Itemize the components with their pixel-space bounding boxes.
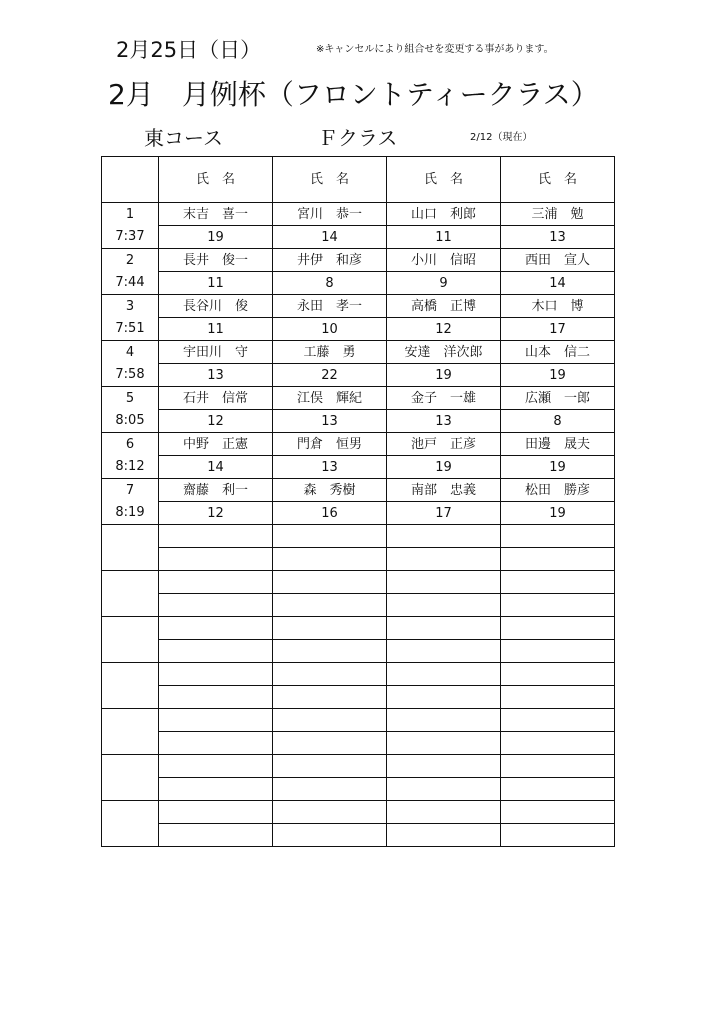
name-column-header: 氏 名: [501, 157, 615, 203]
player-handicap: 13: [159, 364, 273, 387]
player-name: 南部 忠義: [387, 479, 501, 502]
player-name: 工藤 勇: [273, 341, 387, 364]
group-name-row: [102, 203, 615, 226]
player-handicap: 12: [387, 318, 501, 341]
player-name: [501, 663, 615, 686]
group-handicap-row: [102, 456, 615, 479]
group-handicap-row: [102, 732, 615, 755]
slot-header: [102, 157, 159, 203]
group-number: 6: [102, 433, 159, 456]
empty-slot: [102, 525, 159, 571]
group-name-row: [102, 249, 615, 272]
player-name: 井伊 和彦: [273, 249, 387, 272]
empty-slot: [102, 801, 159, 847]
player-handicap: 9: [387, 272, 501, 295]
player-name: 山口 利郎: [387, 203, 501, 226]
player-handicap: 10: [273, 318, 387, 341]
player-name: 長谷川 俊: [159, 295, 273, 318]
player-handicap: 13: [273, 456, 387, 479]
player-name: 木口 博: [501, 295, 615, 318]
group-name-row: [102, 433, 615, 456]
group-number: 5: [102, 387, 159, 410]
player-handicap: 8: [273, 272, 387, 295]
player-handicap: 17: [501, 318, 615, 341]
player-name: 西田 宣人: [501, 249, 615, 272]
page-title: 2月 月例杯（フロントティークラス）: [108, 78, 599, 111]
player-handicap: [387, 548, 501, 571]
player-handicap: 13: [501, 226, 615, 249]
player-name: 石井 信常: [159, 387, 273, 410]
player-handicap: [387, 594, 501, 617]
player-name: 門倉 恒男: [273, 433, 387, 456]
player-name: 長井 俊一: [159, 249, 273, 272]
player-name: 齋藤 利一: [159, 479, 273, 502]
player-name: [273, 755, 387, 778]
group-number: 7: [102, 479, 159, 502]
pairing-table: [101, 156, 615, 847]
player-handicap: 19: [387, 456, 501, 479]
group-name-row: [102, 295, 615, 318]
player-handicap: 19: [159, 226, 273, 249]
player-handicap: [387, 640, 501, 663]
group-name-row: [102, 755, 615, 778]
group-number: 1: [102, 203, 159, 226]
player-handicap: [501, 640, 615, 663]
player-name: [387, 801, 501, 824]
player-handicap: [501, 732, 615, 755]
group-handicap-row: [102, 686, 615, 709]
player-handicap: 17: [387, 502, 501, 525]
tee-time: 7:51: [102, 318, 159, 341]
group-handicap-row: [102, 410, 615, 433]
class-label: Ｆクラス: [318, 126, 398, 150]
group-handicap-row: [102, 364, 615, 387]
player-name: [501, 571, 615, 594]
player-name: [273, 663, 387, 686]
group-number: 3: [102, 295, 159, 318]
player-handicap: 11: [159, 272, 273, 295]
player-handicap: [501, 594, 615, 617]
player-name: [501, 709, 615, 732]
empty-slot: [102, 571, 159, 617]
player-handicap: 11: [387, 226, 501, 249]
player-name: [387, 525, 501, 548]
player-name: [159, 663, 273, 686]
player-handicap: [273, 686, 387, 709]
event-date: 2月25日（日）: [116, 38, 262, 62]
name-column-header: 氏 名: [159, 157, 273, 203]
player-handicap: [159, 778, 273, 801]
player-handicap: [159, 732, 273, 755]
player-name: [159, 755, 273, 778]
group-handicap-row: [102, 778, 615, 801]
player-handicap: [387, 824, 501, 847]
player-name: [273, 709, 387, 732]
player-handicap: 16: [273, 502, 387, 525]
player-name: [159, 525, 273, 548]
tee-time: 8:19: [102, 502, 159, 525]
group-handicap-row: [102, 226, 615, 249]
group-name-row: [102, 387, 615, 410]
player-handicap: 14: [273, 226, 387, 249]
group-handicap-row: [102, 594, 615, 617]
empty-slot: [102, 617, 159, 663]
player-handicap: 14: [159, 456, 273, 479]
player-handicap: 12: [159, 502, 273, 525]
player-handicap: [273, 778, 387, 801]
player-handicap: 12: [159, 410, 273, 433]
player-name: [273, 801, 387, 824]
player-name: [501, 525, 615, 548]
group-name-row: [102, 709, 615, 732]
player-handicap: [501, 686, 615, 709]
player-name: [387, 617, 501, 640]
player-handicap: [159, 686, 273, 709]
player-name: 金子 一雄: [387, 387, 501, 410]
player-handicap: [159, 594, 273, 617]
player-handicap: [501, 824, 615, 847]
player-name: [501, 755, 615, 778]
player-name: 池戸 正彦: [387, 433, 501, 456]
tee-time: 8:12: [102, 456, 159, 479]
group-name-row: [102, 801, 615, 824]
player-name: [159, 571, 273, 594]
player-handicap: [501, 778, 615, 801]
group-handicap-row: [102, 502, 615, 525]
player-name: [273, 571, 387, 594]
player-handicap: [159, 640, 273, 663]
player-handicap: 11: [159, 318, 273, 341]
group-number: 2: [102, 249, 159, 272]
player-name: 森 秀樹: [273, 479, 387, 502]
player-handicap: [501, 548, 615, 571]
group-name-row: [102, 663, 615, 686]
course-label: 東コース: [144, 126, 223, 150]
group-name-row: [102, 341, 615, 364]
tee-time: 7:37: [102, 226, 159, 249]
player-handicap: 13: [273, 410, 387, 433]
player-handicap: 19: [501, 502, 615, 525]
group-name-row: [102, 571, 615, 594]
name-column-header: 氏 名: [273, 157, 387, 203]
player-name: [159, 617, 273, 640]
player-handicap: 8: [501, 410, 615, 433]
empty-slot: [102, 755, 159, 801]
group-handicap-row: [102, 640, 615, 663]
player-handicap: 22: [273, 364, 387, 387]
player-handicap: [273, 824, 387, 847]
empty-slot: [102, 709, 159, 755]
group-name-row: [102, 617, 615, 640]
player-name: 宮川 恭一: [273, 203, 387, 226]
player-name: 末吉 喜一: [159, 203, 273, 226]
player-name: 永田 孝一: [273, 295, 387, 318]
player-name: 三浦 勉: [501, 203, 615, 226]
player-name: [387, 709, 501, 732]
player-name: 安達 洋次郎: [387, 341, 501, 364]
player-name: 宇田川 守: [159, 341, 273, 364]
player-handicap: [387, 732, 501, 755]
player-handicap: [273, 594, 387, 617]
player-name: 中野 正憲: [159, 433, 273, 456]
player-name: 小川 信昭: [387, 249, 501, 272]
tee-time: 7:44: [102, 272, 159, 295]
player-name: 山本 信二: [501, 341, 615, 364]
group-handicap-row: [102, 824, 615, 847]
group-handicap-row: [102, 272, 615, 295]
header-row: [102, 157, 615, 203]
player-name: [387, 571, 501, 594]
player-handicap: [387, 778, 501, 801]
group-name-row: [102, 525, 615, 548]
player-name: 江俣 輝紀: [273, 387, 387, 410]
name-column-header: 氏 名: [387, 157, 501, 203]
group-name-row: [102, 479, 615, 502]
player-name: [159, 709, 273, 732]
player-name: [387, 663, 501, 686]
as-of-label: 2/12（現在）: [470, 132, 533, 143]
player-name: [387, 755, 501, 778]
tee-time: 7:58: [102, 364, 159, 387]
player-name: [501, 801, 615, 824]
player-name: [273, 617, 387, 640]
player-handicap: [273, 548, 387, 571]
tee-time: 8:05: [102, 410, 159, 433]
player-handicap: 14: [501, 272, 615, 295]
group-handicap-row: [102, 548, 615, 571]
player-handicap: [387, 686, 501, 709]
player-name: [159, 801, 273, 824]
player-handicap: 13: [387, 410, 501, 433]
player-name: 田邊 晟夫: [501, 433, 615, 456]
player-name: [501, 617, 615, 640]
cancellation-note: ※キャンセルにより組合せを変更する事があります。: [316, 44, 554, 55]
player-name: 広瀬 一郎: [501, 387, 615, 410]
player-name: 高橋 正博: [387, 295, 501, 318]
player-handicap: [159, 824, 273, 847]
player-handicap: 19: [387, 364, 501, 387]
group-number: 4: [102, 341, 159, 364]
player-handicap: [273, 732, 387, 755]
player-handicap: 19: [501, 456, 615, 479]
empty-slot: [102, 663, 159, 709]
player-handicap: [159, 548, 273, 571]
player-handicap: 19: [501, 364, 615, 387]
player-handicap: [273, 640, 387, 663]
player-name: 松田 勝彦: [501, 479, 615, 502]
group-handicap-row: [102, 318, 615, 341]
player-name: [273, 525, 387, 548]
